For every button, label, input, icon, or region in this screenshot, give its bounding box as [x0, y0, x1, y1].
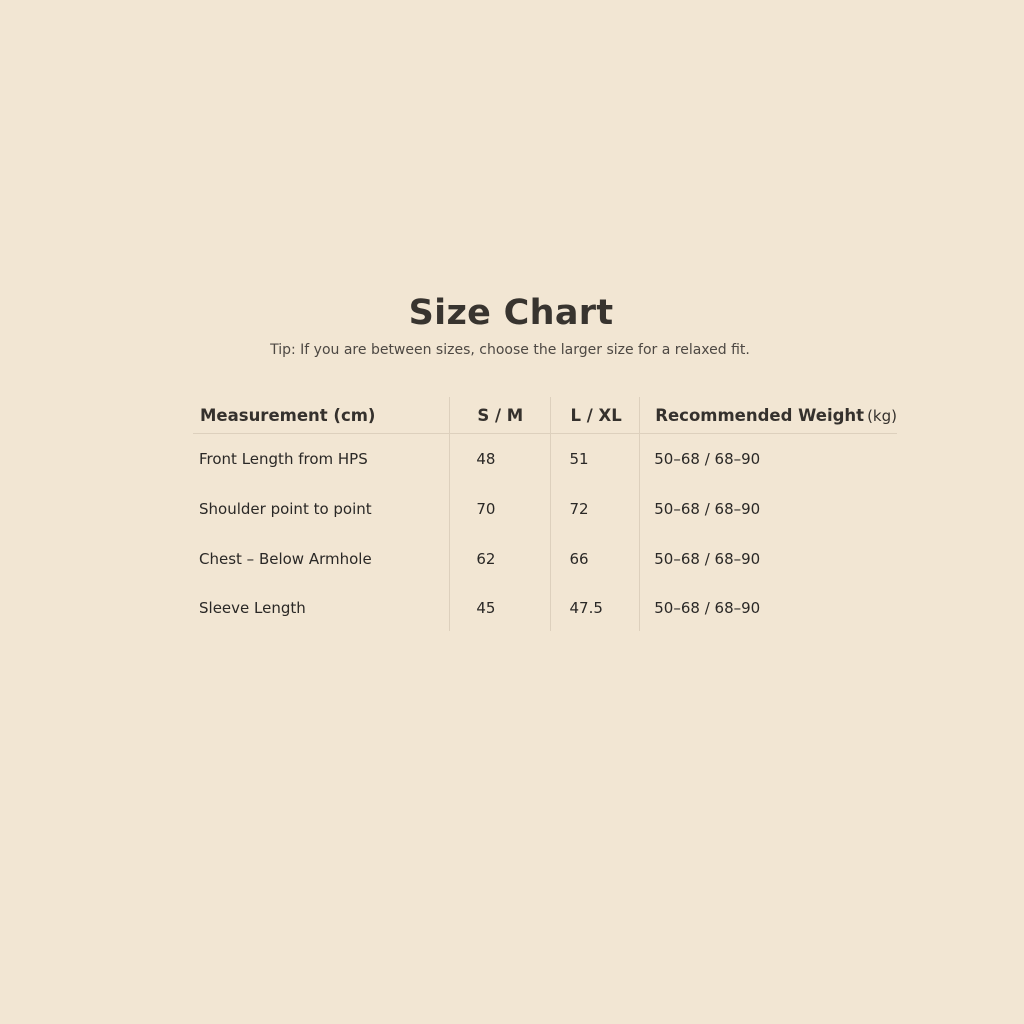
size-s-m-cell: 48: [450, 434, 551, 485]
size-l-xl-cell: 51: [551, 434, 640, 485]
header-measurement-label: Measurement (cm): [200, 405, 376, 425]
size-chart-table: [193, 397, 897, 631]
size-s-m-cell: 70: [450, 484, 551, 533]
size-l-xl-cell: 72: [551, 484, 640, 533]
measurement-cell: Sleeve Length: [199, 599, 306, 617]
weight-cell: 50–68 / 68–90: [640, 484, 897, 533]
header-size-l-xl-label: L / XL: [570, 405, 622, 425]
table-row: [193, 434, 897, 485]
sizing-tip: Tip: If you are between sizes, choose the larger size for a relaxed fit.: [270, 342, 750, 358]
table-row: [193, 533, 897, 585]
header-recommended-weight-label: Recommended Weight: [655, 405, 865, 425]
header-size-s-m-label: S / M: [477, 405, 524, 425]
size-l-xl-cell: 47.5: [551, 585, 640, 631]
table-header-row: [193, 397, 897, 434]
measurement-cell: Shoulder point to point: [199, 499, 372, 518]
weight-cell: 50–68 / 68–90: [640, 585, 897, 631]
weight-cell: 50–68 / 68–90: [640, 533, 897, 585]
header-recommended-weight: [640, 397, 897, 434]
header-weight-unit: (kg): [867, 406, 897, 425]
page-title: Size Chart: [408, 293, 614, 333]
header-measurement: [193, 397, 450, 434]
size-s-m-cell: 62: [450, 533, 551, 585]
size-s-m-cell: 45: [450, 585, 551, 631]
measurement-cell: Front Length from HPS: [199, 450, 368, 468]
header-size-l-xl: [551, 397, 640, 434]
table-row: [193, 484, 897, 533]
measurement-cell: Chest – Below Armhole: [199, 550, 372, 568]
table-row: [193, 585, 897, 631]
header-size-s-m: [450, 397, 551, 434]
size-l-xl-cell: 66: [551, 533, 640, 585]
weight-cell: 50–68 / 68–90: [640, 434, 897, 485]
